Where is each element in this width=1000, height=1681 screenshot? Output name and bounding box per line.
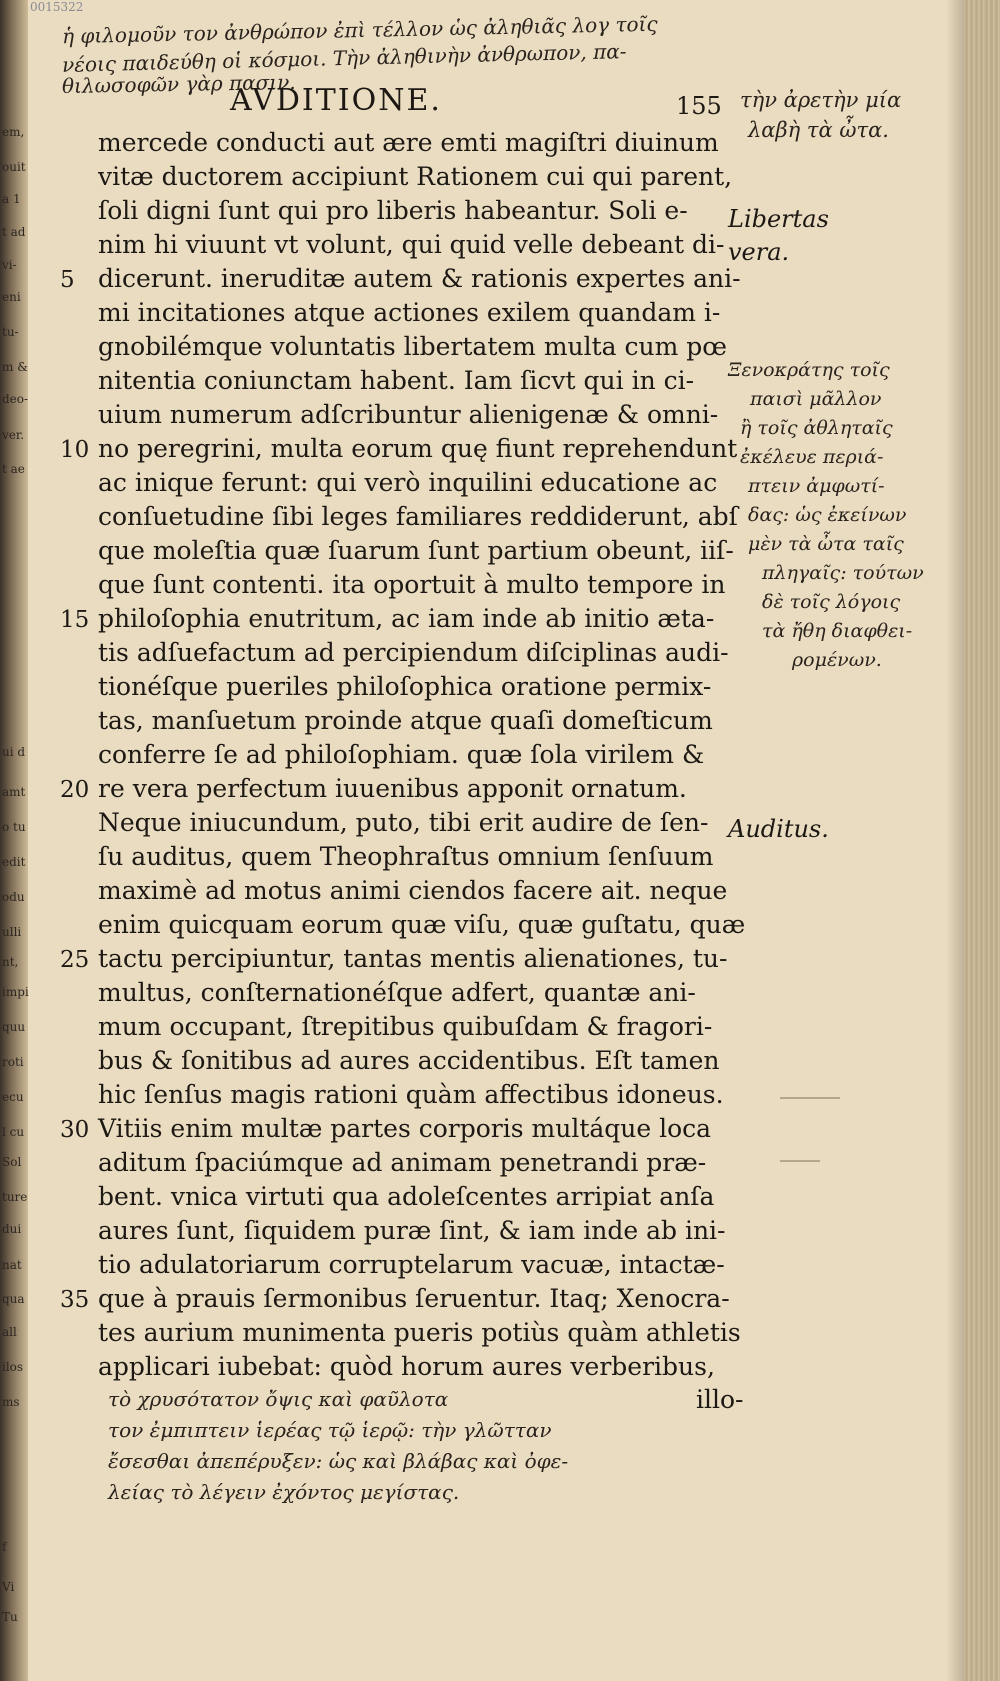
text-line [60, 1350, 760, 1384]
text-line [60, 432, 760, 466]
text-line [60, 772, 760, 806]
line-number: 30 [60, 1117, 90, 1143]
gutter-fragment: impi [2, 985, 29, 999]
handwriting-top-line: νέοις παιδεύθη οἱ κόσμοι. Τὴν ἀληθινὴν ἀνθρωπον, πα- [61, 39, 627, 77]
line-number: 15 [60, 607, 90, 633]
page-number: 155 [676, 92, 722, 120]
scan-id: 0015322 [30, 0, 84, 14]
gutter-fragment: nt, [2, 955, 19, 969]
line-text: que ſunt contenti. ita oportuit à multo tempore in [98, 570, 726, 599]
line-text: aures ſunt, ſiquidem puræ ſint, & iam inde ab ini- [98, 1216, 726, 1245]
handwriting-margin-line: μὲν τὰ ὦτα ταῖς [748, 533, 904, 555]
handwriting-margin-line: δὲ τοῖς λόγοις [762, 591, 901, 613]
line-text: ac inique ferunt: qui verò inquilini educatione ac [98, 468, 718, 497]
line-number: 35 [60, 1287, 90, 1313]
text-line [60, 704, 760, 738]
handwriting-margin-line: πληγαῖς: τούτων [762, 562, 924, 584]
line-text: mum occupant, ſtrepitibus quibuſdam & fragori- [98, 1012, 713, 1041]
gutter-fragment: t ae [2, 462, 25, 476]
handwriting-top-right-line: τὴν ἀρετὴν μία [740, 88, 902, 112]
text-line [60, 262, 760, 296]
gutter-fragment: ver. [2, 428, 25, 442]
text-line [60, 602, 760, 636]
line-text: no peregrini, multa eorum quę fiunt reprehendunt [98, 434, 738, 463]
gutter-fragment: ecu [2, 1090, 24, 1104]
text-line [60, 976, 760, 1010]
text-line [60, 1282, 760, 1316]
text-line [60, 500, 760, 534]
gutter-fragment: t ad [2, 225, 26, 239]
gutter-fragment: l cu [2, 1125, 25, 1139]
line-number: 25 [60, 947, 90, 973]
running-header: AVDITIONE. [230, 83, 442, 118]
handwriting-bottom-line: λείας τὸ λέγειν ἐχόντος μεγίστας. [108, 1480, 460, 1504]
gutter-fragment: amt [2, 785, 26, 799]
text-line [60, 160, 760, 194]
text-line [60, 568, 760, 602]
gutter-fragment: o tu [2, 820, 26, 834]
handwriting-top-line: θιλωσοφῶν γὰρ πασιν. [61, 69, 296, 99]
gutter-fragment: deo- [2, 392, 29, 406]
gutter-fragment: all [2, 1325, 17, 1339]
line-number: 10 [60, 437, 90, 463]
gutter-fragment: f [2, 1540, 7, 1554]
faint-mark [780, 1097, 840, 1099]
text-line [60, 942, 760, 976]
gutter-fragment: ilos [2, 1360, 24, 1374]
line-text: philoſophia enutritum, ac iam inde ab initio æta- [98, 604, 715, 633]
text-line [60, 1180, 760, 1214]
handwriting-margin-line: πτειν ἀμφωτί- [748, 475, 885, 497]
line-text: conferre ſe ad philoſophiam. quæ ſola virilem & [98, 740, 705, 769]
gutter-fragment: ui d [2, 745, 26, 759]
handwriting-bottom-line: τὸ χρυσότατον ὄψις καὶ φαῦλοτα [108, 1387, 449, 1411]
line-text: que à prauis ſermonibus ſeruentur. Itaq; Xenocra- [98, 1284, 730, 1313]
gutter-fragment: edit [2, 855, 26, 869]
handwriting-margin-line: ἢ τοῖς ἀθληταῖς [740, 417, 893, 439]
handwriting-bottom-line: τον ἐμπιπτειν ἱερέας τῷ ἱερῷ: τὴν γλῶτταν [108, 1418, 552, 1442]
gutter-shadow [0, 0, 28, 1681]
margin-note-libertas: Libertas [728, 205, 829, 233]
handwriting-margin-gloss [728, 356, 978, 675]
handwriting-margin-line: ἐκέλευε περιά- [740, 446, 884, 468]
gutter-fragment: m & [2, 360, 28, 374]
gutter-fragment: ms [2, 1395, 20, 1409]
line-text: Neque iniucundum, puto, tibi erit audire de ſen- [98, 808, 709, 837]
page-foredge [964, 0, 1000, 1681]
gutter-fragment: Sol [2, 1155, 22, 1169]
text-line [60, 738, 760, 772]
gutter-fragment: a 1 [2, 192, 21, 206]
gutter-fragment: Vi [2, 1580, 15, 1594]
text-line [60, 1044, 760, 1078]
line-text: tio adulatoriarum corruptelarum vacuæ, intactæ- [98, 1250, 725, 1279]
line-number: 5 [60, 267, 75, 293]
line-text: mi incitationes atque actiones exilem quandam i- [98, 298, 721, 327]
text-line [60, 364, 760, 398]
line-text: bent. vnica virtuti qua adoleſcentes arripiat anſa [98, 1182, 715, 1211]
text-line [60, 908, 760, 942]
line-text: nitentia coniunctam habent. Iam ſicvt qui in ci- [98, 366, 695, 395]
line-text: uium numerum adſcribuntur alienigenæ & omni- [98, 400, 719, 429]
handwriting-margin-line: δας: ὡς ἐκείνων [748, 504, 907, 526]
line-number: 20 [60, 777, 90, 803]
text-line [60, 1078, 760, 1112]
margin-note-auditus: Auditus. [728, 815, 829, 843]
gutter-fragment: Tu [2, 1610, 18, 1624]
text-line [60, 1214, 760, 1248]
text-line [60, 874, 760, 908]
line-text: nim hi viuunt vt volunt, qui quid velle debeant di- [98, 230, 725, 259]
line-text: mercede conducti aut ære emti magiſtri diuinum [98, 128, 719, 157]
gutter-fragment: quu [2, 1020, 26, 1034]
text-line [60, 194, 760, 228]
line-text: ſu auditus, quem Theophraſtus omnium ſenſuum [98, 842, 714, 871]
text-line [60, 806, 760, 840]
text-line [60, 126, 760, 160]
gutter-fragment: eni [2, 290, 21, 304]
gutter-fragment: ulli [2, 925, 22, 939]
text-line [60, 670, 760, 704]
gutter-fragment: em, [2, 125, 25, 139]
line-text: multus, conſternationéſque adfert, quantæ ani- [98, 978, 696, 1007]
handwriting-bottom [108, 1384, 568, 1508]
text-line [60, 466, 760, 500]
text-line [60, 330, 760, 364]
line-text: conſuetudine ſibi leges familiares reddiderunt, abſ [98, 502, 738, 531]
line-text: Vitiis enim multæ partes corporis multáque loca [98, 1114, 712, 1143]
catchword: illo- [696, 1385, 744, 1414]
gutter-fragment: roti [2, 1055, 24, 1069]
text-line [60, 228, 760, 262]
line-text: bus & ſonitibus ad aures accidentibus. Eſt tamen [98, 1046, 720, 1075]
line-text: que moleſtia quæ ſuarum ſunt partium obeunt, iiſ- [98, 536, 734, 565]
text-line [60, 296, 760, 330]
margin-note-vera: vera. [728, 238, 790, 266]
line-text: tactu percipiuntur, tantas mentis alienationes, tu- [98, 944, 728, 973]
gutter-fragment: vi- [2, 258, 17, 272]
line-text: gnobilémque voluntatis libertatem multa cum pœ [98, 332, 728, 361]
gutter-fragment: ture [2, 1190, 28, 1204]
line-text: vitæ ductorem accipiunt Rationem cui qui parent, [98, 162, 733, 191]
text-line [60, 1316, 760, 1350]
gutter-fragment: ouit [2, 160, 26, 174]
line-text: tionéſque pueriles philoſophica oratione permix- [98, 672, 712, 701]
text-line [60, 1146, 760, 1180]
text-line [60, 1010, 760, 1044]
line-text: dicerunt. ineruditæ autem & rationis expertes ani- [98, 264, 741, 293]
line-text: applicari iubebat: quòd horum aures verberibus, [98, 1352, 715, 1381]
text-line [60, 840, 760, 874]
handwriting-margin-line: ρομένων. [792, 649, 882, 671]
handwriting-margin-line: παισὶ μᾶλλον [750, 388, 882, 410]
text-line [60, 1248, 760, 1282]
gutter-fragment: qua [2, 1292, 25, 1306]
line-text: re vera perfectum iuuenibus apponit ornatum. [98, 774, 687, 803]
line-text: hic ſenſus magis rationi quàm affectibus idoneus. [98, 1080, 724, 1109]
handwriting-top-line: ἡ φιλομοῦν τον ἀνθρώπον ἐπὶ τέλλον ὡς ἀληθιᾶς λογ τοῖς [61, 11, 658, 49]
handwriting-margin-line: τὰ ἤθη διαφθει- [762, 620, 913, 642]
handwriting-top-right-line: λαβὴ τὰ ὦτα. [748, 118, 889, 142]
gutter-fragment: nat [2, 1258, 22, 1272]
handwriting-margin-line: Ξενοκράτης τοῖς [728, 359, 890, 381]
line-text: ſoli digni ſunt qui pro liberis habeantur. Soli e- [98, 196, 688, 225]
foredge-shadow [946, 0, 964, 1681]
handwriting-bottom-line: ἔσεσθαι ἀπεπέρυξεν: ὡς καὶ βλάβας καὶ ὀφε- [108, 1449, 569, 1473]
text-line [60, 534, 760, 568]
faint-mark [780, 1160, 820, 1162]
gutter-fragment: dui [2, 1222, 22, 1236]
line-text: tis adſuefactum ad percipiendum diſciplinas audi- [98, 638, 729, 667]
text-line [60, 636, 760, 670]
line-text: maximè ad motus animi ciendos facere ait. neque [98, 876, 728, 905]
gutter-fragment: odu [2, 890, 25, 904]
gutter-fragment: tu- [2, 325, 19, 339]
line-text: enim quicquam eorum quæ viſu, quæ guſtatu, quæ [98, 910, 746, 939]
text-line [60, 398, 760, 432]
text-line [60, 1112, 760, 1146]
line-text: aditum ſpaciúmque ad animam penetrandi præ- [98, 1148, 707, 1177]
line-text: tas, manſuetum proinde atque quaſi domeſticum [98, 706, 713, 735]
line-text: tes aurium munimenta pueris potiùs quàm athletis [98, 1318, 741, 1347]
